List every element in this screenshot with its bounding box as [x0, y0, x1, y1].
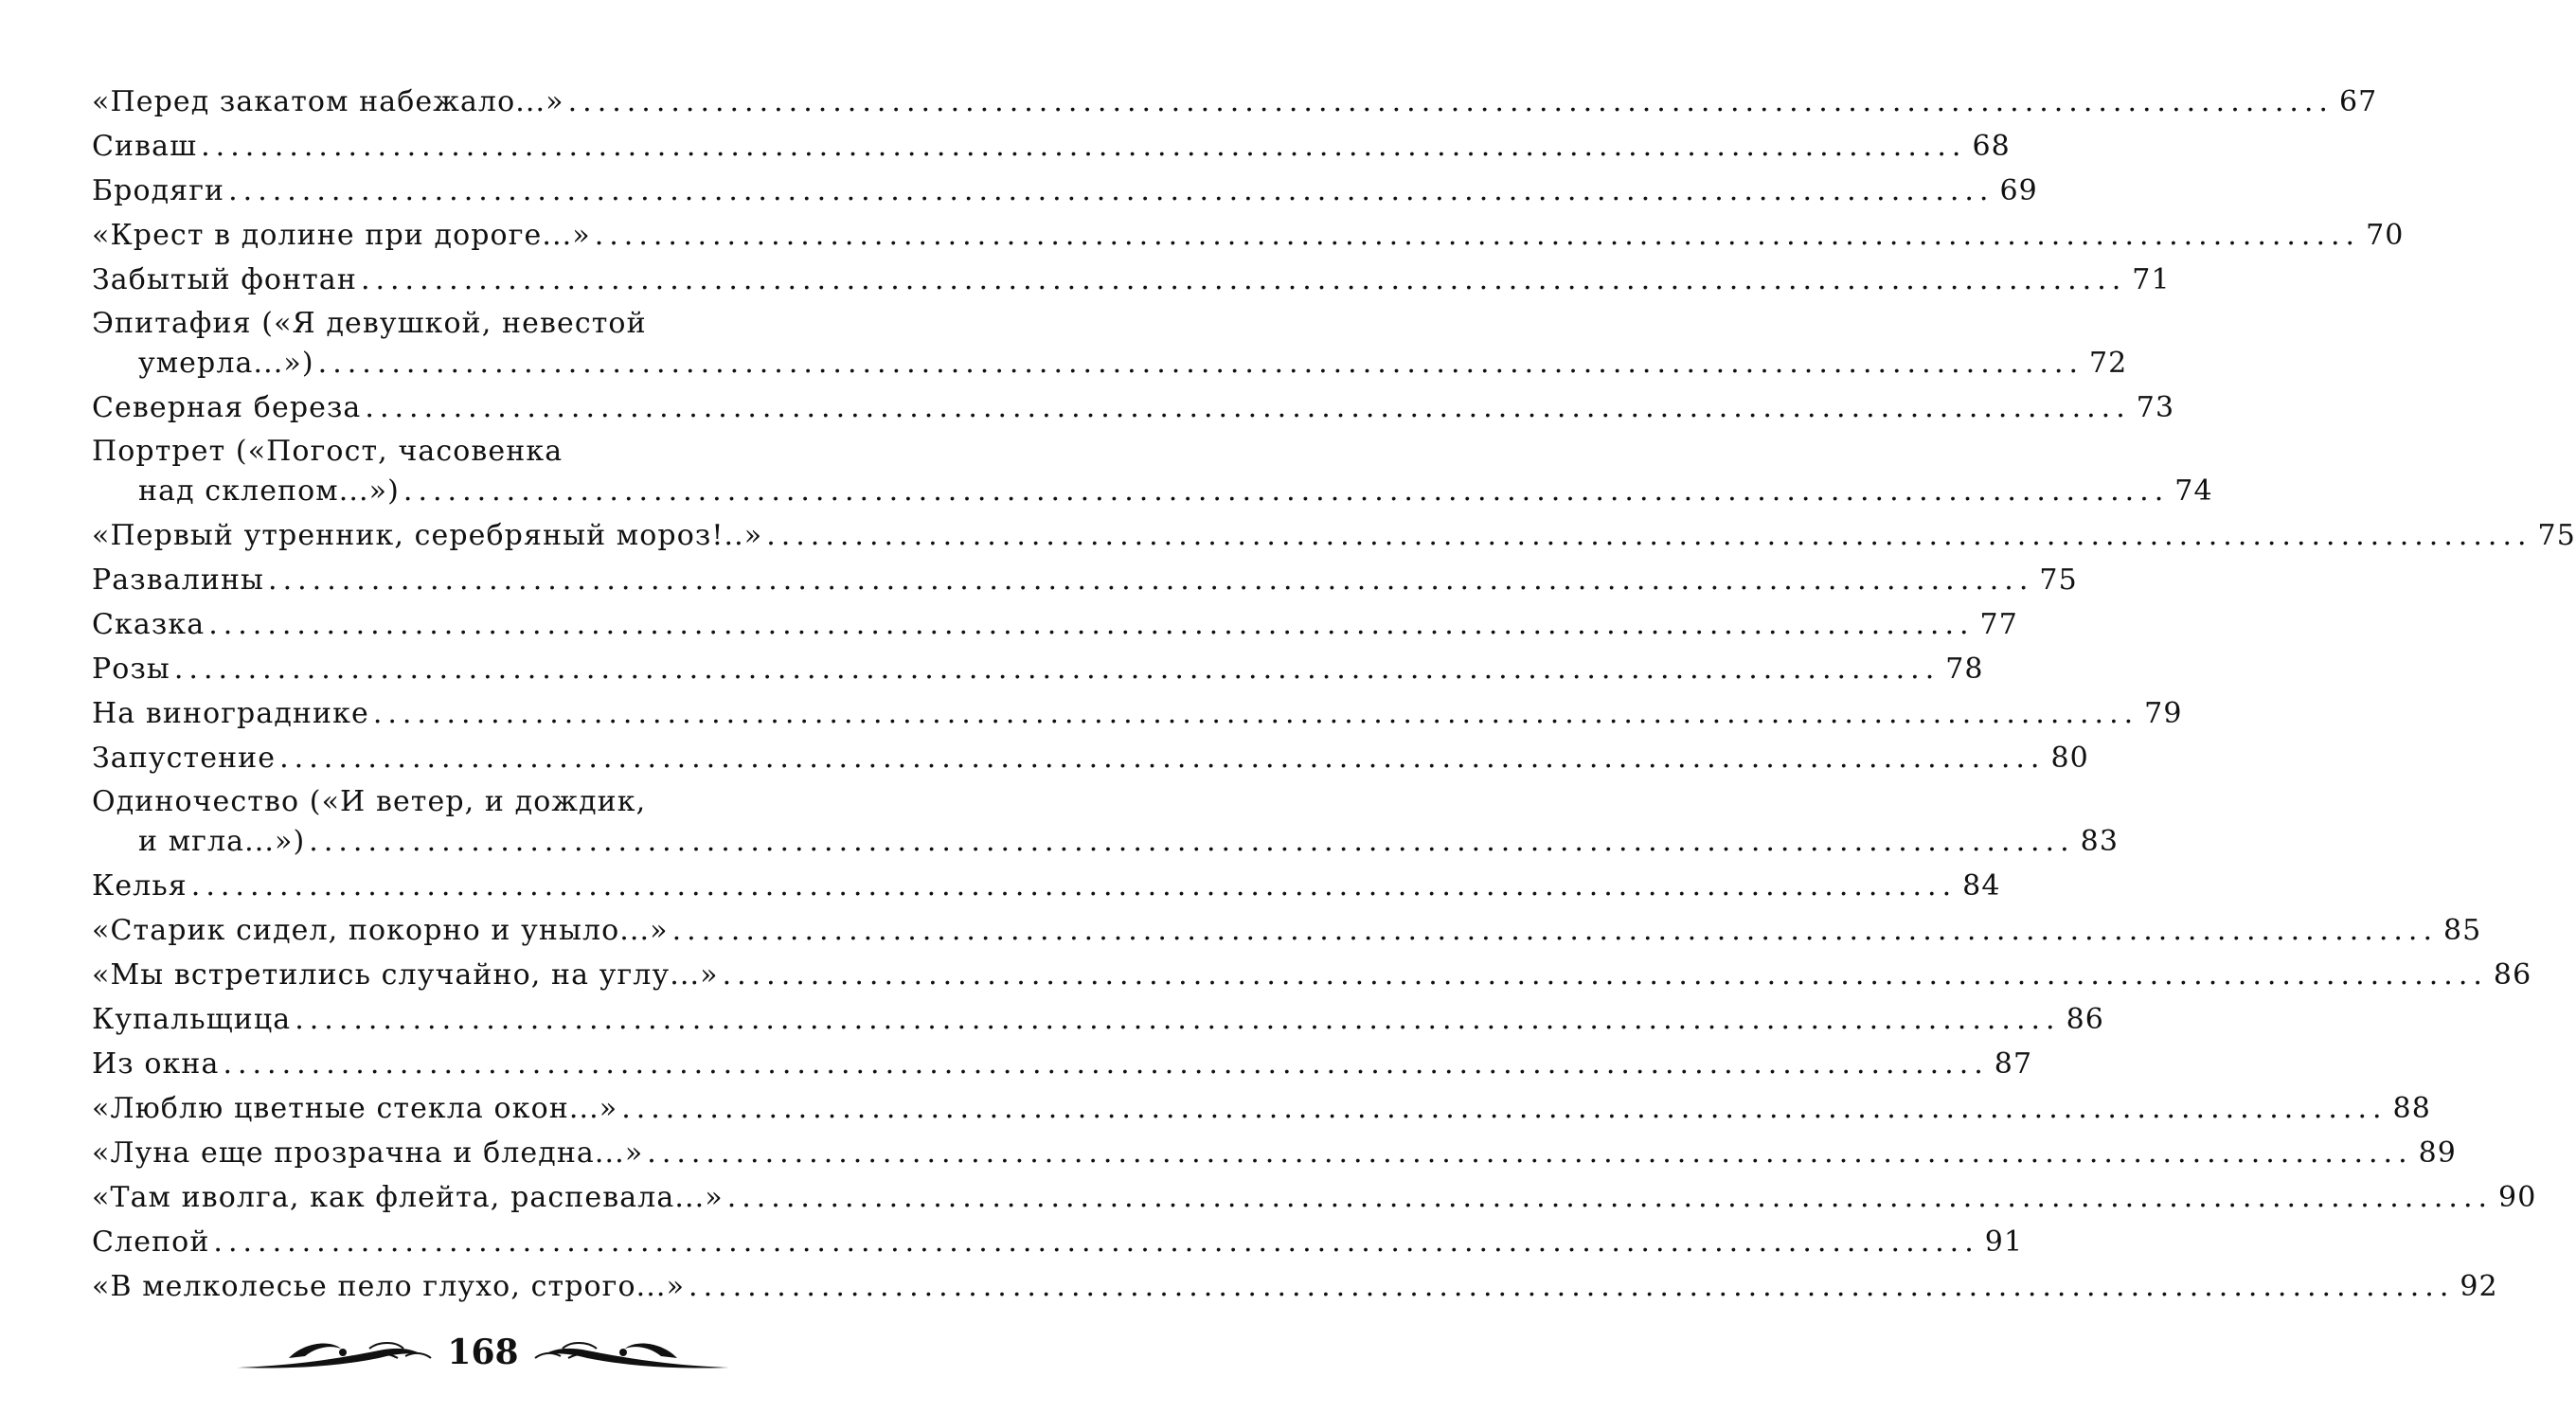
toc-entry: [92, 385, 2175, 430]
toc-entry-title: Запустение: [92, 742, 277, 775]
dot-leader: ........................................................................................................................: [621, 1092, 2388, 1125]
toc-entry-page: 79: [2144, 697, 2183, 730]
toc-entry-title: «Луна еще прозрачна и бледна...»: [92, 1136, 644, 1170]
toc-entry: [92, 997, 2104, 1042]
toc-entry-page: 73: [2136, 391, 2175, 424]
toc-entry-page: 86: [2493, 958, 2532, 992]
toc-entry: [92, 602, 2018, 647]
toc-entry: [92, 80, 2378, 124]
toc-entry-page: 78: [1945, 653, 1984, 686]
dot-leader: ........................................................................................................................: [647, 1136, 2413, 1170]
dot-leader: ........................................................................................................................: [213, 1225, 1979, 1259]
toc-entry-title: Купальщица: [92, 1003, 292, 1036]
toc-entry-title: и мгла...»): [138, 825, 306, 858]
dot-leader: ........................................................................................................................: [365, 391, 2131, 424]
toc-entry-page: 68: [1972, 130, 2011, 163]
toc-entry-title: «Старик сидел, покорно и уныло...»: [92, 914, 669, 947]
dot-leader: ........................................................................................................................: [726, 1181, 2494, 1214]
toc-entry-title: «Первый утренник, серебряный мороз!..»: [92, 519, 763, 552]
dot-leader: ........................................................................................................................: [360, 263, 2127, 296]
toc-entry-title: Сказка: [92, 608, 206, 641]
toc-entry-page: 70: [2366, 219, 2405, 252]
toc-entry-title: На винограднике: [92, 697, 369, 730]
toc-entry: [92, 691, 2183, 736]
dot-leader: ........................................................................................................................: [173, 653, 1941, 686]
dot-leader: ........................................................................................................................: [317, 347, 2084, 380]
toc-entry-title: «Там иволга, как флейта, распевала...»: [92, 1181, 724, 1214]
dot-leader: ........................................................................................................................: [201, 130, 1967, 163]
dot-leader: ........................................................................................................................: [309, 825, 2075, 858]
toc-entry-page: 71: [2132, 263, 2171, 296]
toc-entry-title: Из окна: [92, 1047, 220, 1081]
toc-entry-title: Развалины: [92, 563, 265, 597]
toc-entry: [92, 647, 1984, 691]
toc-entry: [92, 213, 2405, 258]
page-footer: [237, 1330, 729, 1377]
toc-entry-page: 72: [2089, 347, 2128, 380]
toc-entry-title: Забытый фонтан: [92, 263, 357, 296]
dot-leader: ........................................................................................................................: [766, 519, 2532, 552]
toc-entry-page: 90: [2498, 1181, 2537, 1214]
dot-leader: ........................................................................................................................: [268, 563, 2034, 597]
toc-entry-page: 69: [1999, 174, 2038, 207]
toc-entry-page: 83: [2080, 825, 2120, 858]
toc-entry-title: Северная береза: [92, 391, 362, 424]
toc-entry: [92, 558, 2078, 602]
toc-entry-title-line1: Портрет («Погост, часовенка: [92, 435, 564, 468]
dot-leader: ........................................................................................................................: [190, 869, 1958, 903]
toc-entry-page: 80: [2050, 742, 2089, 775]
toc-entry-page: 67: [2338, 85, 2378, 118]
toc-entry: [92, 513, 2576, 558]
toc-entry: [92, 302, 2128, 385]
toc-entry: [92, 864, 2001, 908]
dot-leader: ........................................................................................................................: [372, 697, 2139, 730]
toc-entry: [92, 1086, 2431, 1131]
toc-entry-page: 92: [2460, 1270, 2498, 1303]
toc-entry-page: 89: [2418, 1136, 2457, 1170]
toc-entry: [92, 258, 2171, 302]
toc-entry-page: 86: [2066, 1003, 2104, 1036]
dot-leader: ........................................................................................................................: [594, 219, 2361, 252]
toc-entry: [92, 430, 2213, 513]
toc-entry-title: «В мелколесье пело глухо, строго...»: [92, 1270, 686, 1303]
toc-entry: [92, 1264, 2498, 1309]
toc-entry-title: умерла...»): [138, 347, 314, 380]
dot-leader: ........................................................................................................................: [671, 914, 2438, 947]
table-of-contents: [92, 80, 2576, 1309]
toc-entry-page: 75: [2537, 519, 2576, 552]
toc-entry-title: «Крест в долине при дороге...»: [92, 219, 591, 252]
toc-entry-title-line1: Одиночество («И ветер, и дождик,: [92, 785, 647, 818]
toc-entry: [92, 780, 2120, 864]
dot-leader: ........................................................................................................................: [402, 474, 2170, 508]
dot-leader: ........................................................................................................................: [223, 1047, 1989, 1081]
dot-leader: ........................................................................................................................: [722, 958, 2488, 992]
toc-entry-title: «Люблю цветные стекла окон...»: [92, 1092, 618, 1125]
dot-leader: ........................................................................................................................: [228, 174, 1995, 207]
toc-entry-page: 84: [1962, 869, 2001, 903]
dot-leader: ........................................................................................................................: [567, 85, 2334, 118]
toc-entry-page: 77: [1979, 608, 2018, 641]
toc-entry-page: 74: [2174, 474, 2213, 508]
toc-entry-title: «Мы встретились случайно, на углу...»: [92, 958, 719, 992]
toc-entry: [92, 1175, 2537, 1220]
toc-entry-page: 75: [2039, 563, 2078, 597]
toc-entry: [92, 908, 2482, 953]
toc-entry-page: 85: [2442, 914, 2482, 947]
dot-leader: ........................................................................................................................: [208, 608, 1975, 641]
toc-entry-page: 91: [1984, 1225, 2024, 1259]
page-number: 168: [436, 1330, 530, 1375]
toc-entry-title: Розы: [92, 653, 170, 686]
toc-entry-title-line1: Эпитафия («Я девушкой, невестой: [92, 307, 647, 340]
toc-entry-title: Слепой: [92, 1225, 210, 1259]
dot-leader: ........................................................................................................................: [295, 1003, 2061, 1036]
toc-entry-title: Сиваш: [92, 130, 198, 163]
toc-entry: [92, 169, 2038, 213]
toc-entry: [92, 736, 2089, 780]
toc-entry: [92, 124, 2011, 169]
toc-entry: [92, 953, 2532, 997]
toc-entry-title: Келья: [92, 869, 188, 903]
toc-entry: [92, 1042, 2033, 1086]
toc-entry-title: «Перед закатом набежало...»: [92, 85, 564, 118]
dot-leader: ........................................................................................................................: [279, 742, 2046, 775]
toc-entry-page: 87: [1994, 1047, 2033, 1081]
toc-entry: [92, 1131, 2457, 1175]
toc-entry-page: 88: [2392, 1092, 2431, 1125]
toc-entry-title: над склепом...»): [138, 474, 400, 508]
dot-leader: ........................................................................................................................: [689, 1270, 2455, 1303]
toc-entry-title: Бродяги: [92, 174, 225, 207]
toc-entry: [92, 1220, 2024, 1264]
